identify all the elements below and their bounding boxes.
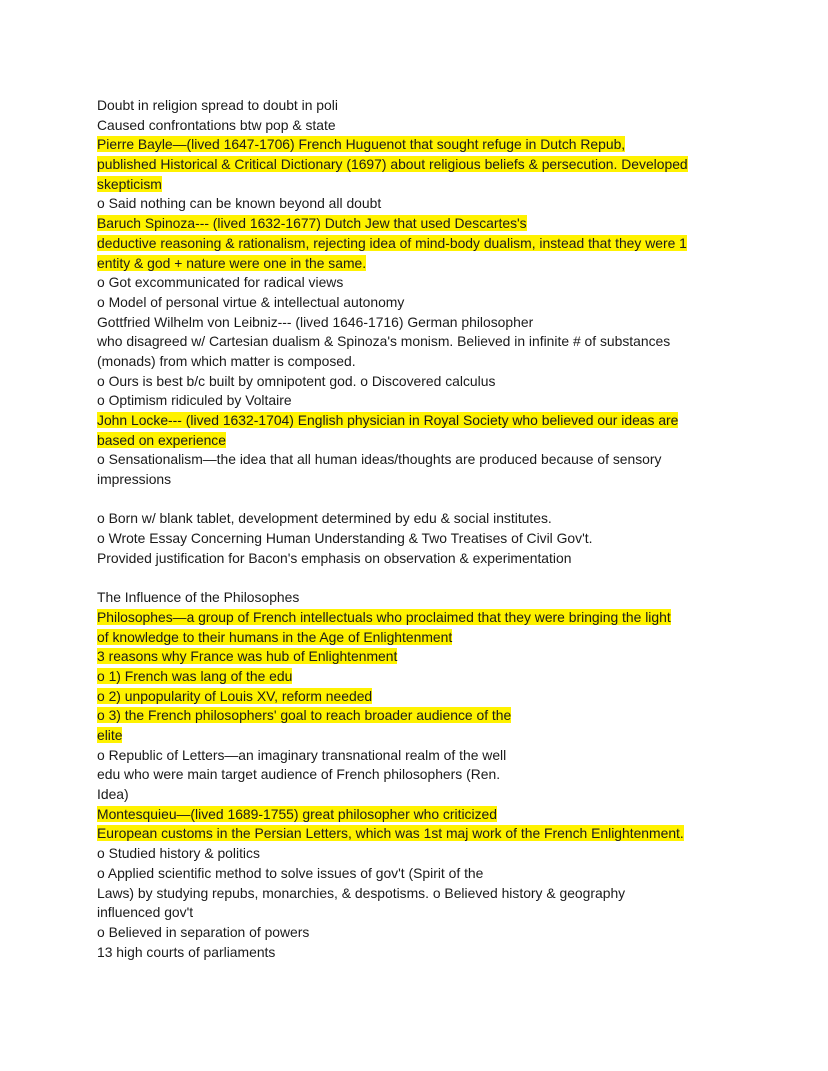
- highlighted-line: [97, 805, 737, 825]
- text-line: [97, 116, 737, 136]
- highlighted-text: European customs in the Persian Letters, which was 1st maj work of the French Enlightenment.: [97, 825, 684, 842]
- highlighted-line: [97, 254, 737, 274]
- text-line: [97, 943, 737, 963]
- highlighted-line: [97, 608, 737, 628]
- line-text: o Optimism ridiculed by Voltaire: [97, 392, 292, 409]
- line-text: Caused confrontations btw pop & state: [97, 116, 336, 133]
- document-page: [97, 96, 737, 962]
- highlighted-text: o 1) French was lang of the edu: [97, 667, 293, 684]
- line-text: edu who were main target audience of French philosophers (Ren.: [97, 766, 501, 783]
- highlighted-text: John Locke--- (lived 1632-1704) English physician in Royal Society who believed our ideas are: [97, 412, 679, 428]
- highlighted-line: [97, 647, 737, 667]
- line-text: Gottfried Wilhelm von Leibniz--- (lived 1646-1716) German philosopher: [97, 313, 534, 330]
- text-line: [97, 391, 737, 411]
- highlighted-line: [97, 824, 737, 844]
- highlighted-line: [97, 234, 737, 254]
- highlighted-text: Baruch Spinoza--- (lived 1632-1677) Dutch Jew that used Descartes's: [97, 215, 527, 232]
- highlighted-text: based on experience: [97, 431, 226, 448]
- highlighted-text: of knowledge to their humans in the Age of Enlightenment: [97, 628, 453, 645]
- text-line: [97, 313, 737, 333]
- text-line: [97, 352, 737, 372]
- text-line: [97, 529, 737, 549]
- text-line: [97, 903, 737, 923]
- line-text: o Wrote Essay Concerning Human Understanding & Two Treatises of Civil Gov't.: [97, 530, 593, 547]
- highlighted-text: o 3) the French philosophers' goal to reach broader audience of the: [97, 707, 512, 724]
- text-line: [97, 293, 737, 313]
- highlighted-text: entity & god + nature were one in the same.: [97, 254, 367, 271]
- line-text: 13 high courts of parliaments: [97, 943, 276, 960]
- text-line: [97, 372, 737, 392]
- highlighted-line: [97, 175, 737, 195]
- line-text: o Applied scientific method to solve issues of gov't (Spirit of the: [97, 864, 484, 881]
- text-line: [97, 785, 737, 805]
- section-heading-text: The Influence of the Philosophes: [97, 589, 300, 606]
- text-line: [97, 450, 737, 470]
- highlighted-line: [97, 155, 737, 175]
- highlighted-text: 3 reasons why France was hub of Enlightenment: [97, 648, 398, 665]
- line-text: Doubt in religion spread to doubt in poli: [97, 97, 338, 113]
- highlighted-text: published Historical & Critical Dictionary (1697) about religious beliefs & persecution. Developed: [97, 156, 688, 173]
- line-text: Idea): [97, 786, 129, 803]
- text-line: [97, 332, 737, 352]
- highlighted-line: [97, 726, 737, 746]
- blank-line: [97, 490, 737, 510]
- text-line: [97, 194, 737, 214]
- line-text: influenced gov't: [97, 904, 194, 921]
- section-heading: [97, 588, 737, 608]
- text-line: [97, 864, 737, 884]
- text-line: [97, 96, 737, 116]
- line-text: o Believed in separation of powers: [97, 923, 310, 940]
- highlighted-text: deductive reasoning & rationalism, rejecting idea of mind-body dualism, instead that they were 1: [97, 234, 687, 251]
- line-text: o Republic of Letters—an imaginary transnational realm of the well: [97, 746, 507, 763]
- highlighted-line: [97, 667, 737, 687]
- highlighted-line: [97, 411, 737, 431]
- text-line: [97, 509, 737, 529]
- highlighted-line: [97, 135, 737, 155]
- line-text: impressions: [97, 471, 172, 488]
- line-text: Provided justification for Bacon's emphasis on observation & experimentation: [97, 549, 572, 566]
- line-text: (monads) from which matter is composed.: [97, 352, 356, 369]
- text-line: [97, 923, 737, 943]
- line-text: o Studied history & politics: [97, 845, 260, 862]
- highlighted-text: Montesquieu—(lived 1689-1755) great philosopher who criticized: [97, 805, 497, 822]
- text-line: [97, 470, 737, 490]
- text-line: [97, 273, 737, 293]
- text-line: [97, 844, 737, 864]
- line-text: o Got excommunicated for radical views: [97, 274, 344, 291]
- line-text: Laws) by studying repubs, monarchies, & despotisms. o Believed history & geography: [97, 884, 626, 901]
- highlighted-line: [97, 706, 737, 726]
- highlighted-line: [97, 687, 737, 707]
- highlighted-text: o 2) unpopularity of Louis XV, reform needed: [97, 687, 373, 704]
- line-text: o Ours is best b/c built by omnipotent god. o Discovered calculus: [97, 372, 496, 389]
- highlighted-line: [97, 628, 737, 648]
- highlighted-line: [97, 214, 737, 234]
- text-line: [97, 765, 737, 785]
- line-text: o Model of personal virtue & intellectual autonomy: [97, 293, 405, 310]
- blank-line: [97, 569, 737, 589]
- highlighted-text: elite: [97, 727, 123, 743]
- text-line: [97, 549, 737, 569]
- highlighted-text: Philosophes—a group of French intellectuals who proclaimed that they were bringing the light: [97, 608, 671, 625]
- highlighted-line: [97, 431, 737, 451]
- line-text: o Sensationalism—the idea that all human ideas/thoughts are produced because of sensory: [97, 451, 662, 468]
- highlighted-text: skepticism: [97, 175, 162, 192]
- line-text: o Born w/ blank tablet, development determined by edu & social institutes.: [97, 510, 552, 527]
- highlighted-text: Pierre Bayle—(lived 1647-1706) French Huguenot that sought refuge in Dutch Repub,: [97, 136, 626, 153]
- text-line: [97, 746, 737, 766]
- line-text: o Said nothing can be known beyond all doubt: [97, 195, 382, 212]
- text-line: [97, 884, 737, 904]
- line-text: who disagreed w/ Cartesian dualism & Spinoza's monism. Believed in infinite # of substances: [97, 333, 671, 350]
